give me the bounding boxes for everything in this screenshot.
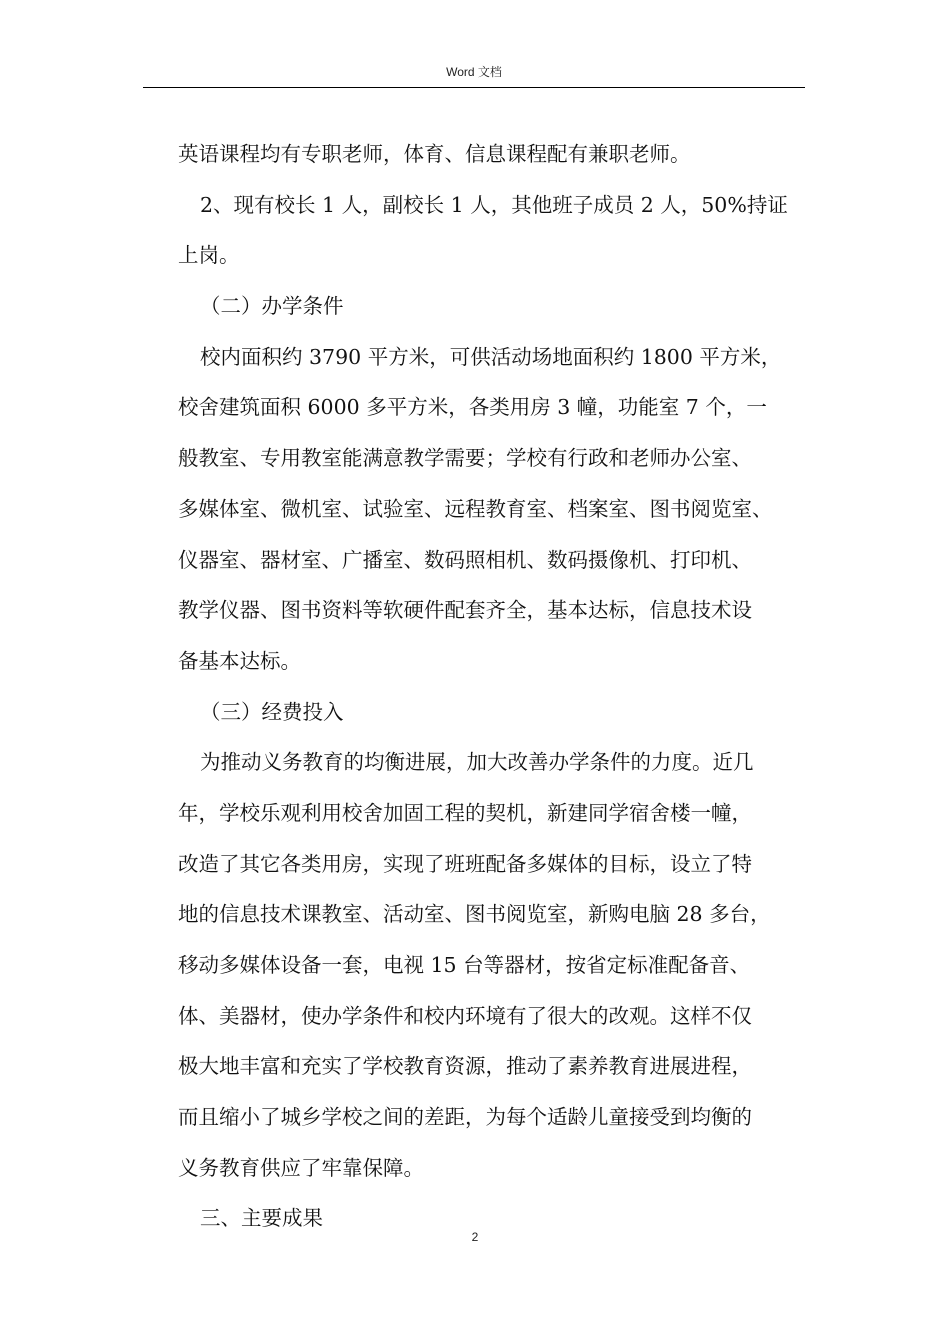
page-header: Word 文档 — [446, 65, 502, 79]
text-line: 英语课程均有专职老师，体育、信息课程配有兼职老师。 — [178, 142, 691, 166]
text-line: 年，学校乐观利用校舍加固工程的契机，新建同学宿舍楼一幢， — [178, 800, 752, 825]
text-line: 极大地丰富和充实了学校教育资源，推动了素养教育进展进程， — [178, 1054, 752, 1079]
text-line: 上岗。 — [178, 243, 240, 268]
text-line: 地的信息技术课教室、活动室、图书阅览室，新购电脑 28 多台， — [178, 902, 771, 927]
text-line: （二）办学条件 — [200, 294, 344, 319]
document-body — [178, 129, 808, 1244]
text-line: 三、主要成果 — [200, 1206, 323, 1231]
text-line: 改造了其它各类用房，实现了班班配备多媒体的目标，设立了特 — [178, 851, 752, 876]
text-line: 体、美器材，使办学条件和校内环境有了很大的改观。这样不仅 — [178, 1003, 752, 1028]
text-line: 备基本达标。 — [178, 648, 301, 673]
text-line: 教学仪器、图书资料等软硬件配套齐全，基本达标，信息技术设 — [178, 598, 752, 623]
text-line: 校内面积约 3790 平方米，可供活动场地面积约 1800 平方米， — [200, 344, 782, 369]
text-line: 般教室、专用教室能满意教学需要；学校有行政和老师办公室、 — [178, 446, 752, 471]
text-line: 移动多媒体设备一套，电视 15 台等器材，按省定标准配备音、 — [178, 953, 751, 977]
text-line: 为推动义务教育的均衡进展，加大改善办学条件的力度。近几 — [200, 750, 754, 775]
text-line: 义务教育供应了牢靠保障。 — [178, 1155, 424, 1180]
header-divider — [143, 87, 805, 88]
text-line: 2、现有校长 1 人，副校长 1 人，其他班子成员 2 人，50%持证 — [200, 192, 788, 217]
text-line: （三）经费投入 — [200, 699, 344, 724]
text-line: 仪器室、器材室、广播室、数码照相机、数码摄像机、打印机、 — [178, 547, 752, 572]
text-line: 校舍建筑面积 6000 多平方米，各类用房 3 幢，功能室 7 个，一 — [178, 395, 767, 420]
text-line: 而且缩小了城乡学校之间的差距，为每个适龄儿童接受到均衡的 — [178, 1105, 752, 1130]
page-number: 2 — [471, 1230, 479, 1244]
text-line: 多媒体室、微机室、试验室、远程教育室、档案室、图书阅览室、 — [178, 496, 773, 521]
